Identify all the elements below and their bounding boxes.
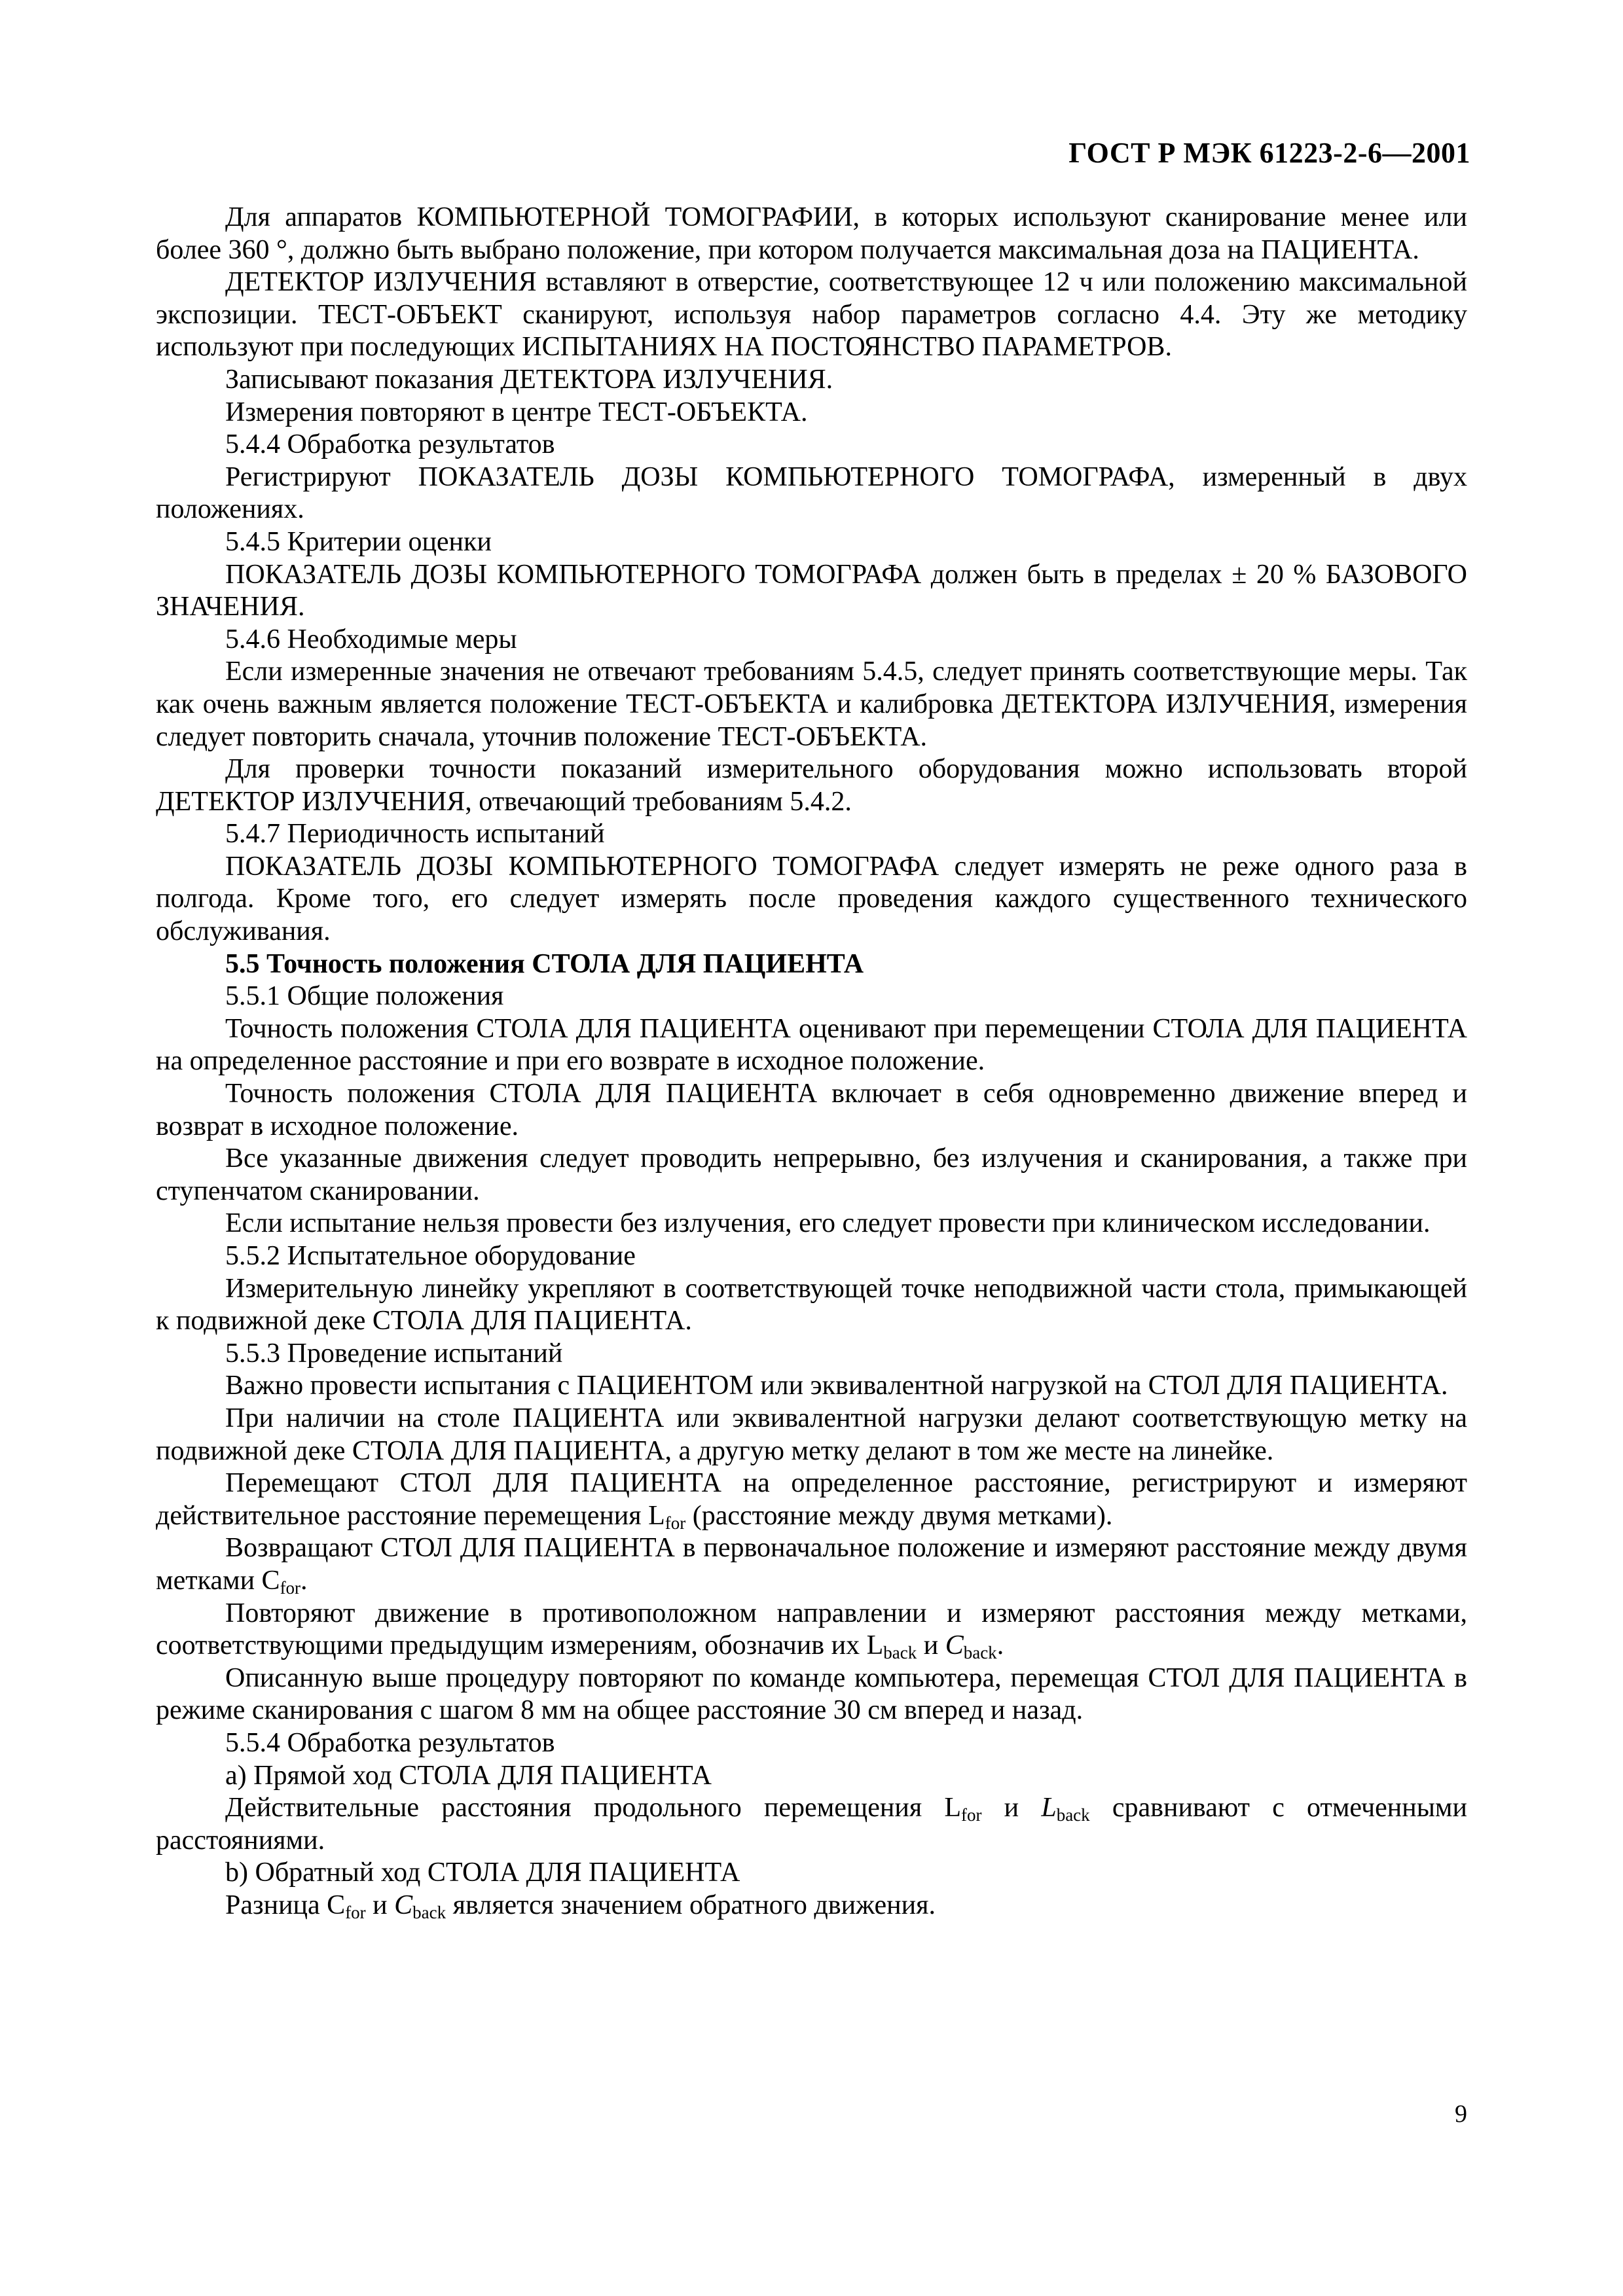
paragraph-text: и	[981, 1793, 1042, 1823]
paragraph-text: (расстояние между двумя метками).	[685, 1500, 1113, 1531]
paragraph-text: и	[917, 1630, 945, 1661]
formula-subscript: for	[961, 1805, 982, 1825]
document-body	[156, 202, 1467, 1922]
paragraph: Измерительную линейку укрепляют в соответствующей точке неподвижной части стола, примыкающей к подвижной деке СТОЛА ДЛЯ ПАЦИЕНТА.	[156, 1273, 1467, 1336]
list-item: a) Прямой ход СТОЛА ДЛЯ ПАЦИЕНТА	[225, 1760, 712, 1791]
paragraph: Регистрируют ПОКАЗАТЕЛЬ ДОЗЫ КОМПЬЮТЕРНОГО ТОМОГРАФА, измеренный в двух положениях.	[156, 461, 1467, 525]
formula-subscript: for	[345, 1902, 366, 1922]
section-heading: 5.5.1 Общие положения	[225, 981, 504, 1012]
paragraph-text: .	[301, 1565, 308, 1596]
paragraph: Для аппаратов КОМПЬЮТЕРНОЙ ТОМОГРАФИИ, в которых используют сканирование менее или более 360 °, должно быть выбрано положение, при котором получается максимальная доза на ПАЦИЕНТА.	[156, 202, 1467, 265]
section-heading: 5.5.3 Проведение испытаний	[225, 1338, 563, 1369]
section-heading: 5.5.2 Испытательное оборудование	[225, 1241, 636, 1271]
paragraph: Измерения повторяют в центре ТЕСТ-ОБЪЕКТА.	[225, 397, 808, 427]
list-item: b) Обратный ход СТОЛА ДЛЯ ПАЦИЕНТА	[225, 1857, 740, 1888]
paragraph-text: Разница C	[225, 1890, 346, 1920]
paragraph-with-formula	[156, 1467, 1467, 1532]
paragraph: Точность положения СТОЛА ДЛЯ ПАЦИЕНТА оценивают при перемещении СТОЛА ДЛЯ ПАЦИЕНТА на определенное расстояние и при его возврате в исходное положение.	[156, 1013, 1467, 1077]
paragraph: Записывают показания ДЕТЕКТОРА ИЗЛУЧЕНИЯ.	[225, 364, 833, 395]
paragraph: ПОКАЗАТЕЛЬ ДОЗЫ КОМПЬЮТЕРНОГО ТОМОГРАФА должен быть в пределах ± 20 % БАЗОВОГО ЗНАЧЕНИЯ.	[156, 559, 1467, 622]
paragraph-text: является значением обратного движения.	[446, 1890, 936, 1920]
formula-subscript: back	[1056, 1805, 1090, 1825]
formula-variable	[665, 1501, 685, 1531]
paragraph-text: Возвращают СТОЛ ДЛЯ ПАЦИЕНТА в первоначальное положение и измеряют расстояние между двумя метками C	[156, 1533, 1467, 1596]
section-heading: 5.4.6 Необходимые меры	[225, 624, 517, 655]
formula-variable	[1041, 1793, 1089, 1823]
formula-subscript: back	[412, 1902, 447, 1922]
section-title: 5.5 Точность положения СТОЛА ДЛЯ ПАЦИЕНТА	[225, 948, 864, 979]
formula-variable	[394, 1890, 446, 1920]
paragraph: Для проверки точности показаний измерительного оборудования можно использовать второй ДЕТЕКТОР ИЗЛУЧЕНИЯ, отвечающий требованиям 5.4.2.	[156, 754, 1467, 817]
paragraph: Важно провести испытания с ПАЦИЕНТОМ или эквивалентной нагрузкой на СТОЛ ДЛЯ ПАЦИЕНТА.	[225, 1371, 1448, 1401]
paragraph: Если испытание нельзя провести без излучения, его следует провести при клиническом исследовании.	[225, 1208, 1431, 1239]
formula-subscript: back	[883, 1643, 917, 1663]
paragraph: Если измеренные значения не отвечают требованиям 5.4.5, следует принять соответствующие меры. Так как очень важным является положение ТЕСТ-ОБЪЕКТА и калибровка ДЕТЕКТОРА ИЗЛУЧЕНИЯ, измерения следует повторить сначала, уточнив положение ТЕСТ-ОБЪЕКТА.	[156, 656, 1467, 752]
formula-subscript: for	[280, 1577, 301, 1598]
section-heading: 5.5.4 Обработка результатов	[225, 1727, 555, 1758]
paragraph-text: и	[365, 1890, 395, 1920]
paragraph: Все указанные движения следует проводить непрерывно, без излучения и сканирования, а также при ступенчатом сканировании.	[156, 1143, 1467, 1206]
formula-variable	[280, 1566, 301, 1596]
paragraph: Точность положения СТОЛА ДЛЯ ПАЦИЕНТА включает в себя одновременно движение вперед и возврат в исходное положение.	[156, 1079, 1467, 1141]
paragraph-text: Повторяют движение в противоположном направлении и измеряют расстояния между метками, соответствующими предыдущим измерениям, обозначив их L	[156, 1598, 1467, 1661]
document-header: ГОСТ Р МЭК 61223-2-6—2001	[1068, 137, 1470, 169]
formula-variable	[883, 1630, 917, 1663]
paragraph: Описанную выше процедуру повторяют по команде компьютера, перемещая СТОЛ ДЛЯ ПАЦИЕНТА в режиме сканирования с шагом 8 мм на общее расстояние 30 см вперед и назад.	[156, 1662, 1467, 1726]
paragraph-with-formula	[156, 1532, 1467, 1597]
section-heading: 5.4.5 Критерии оценки	[225, 526, 492, 557]
formula-letter: C	[394, 1890, 413, 1920]
paragraph: При наличии на столе ПАЦИЕНТА или эквивалентной нагрузки делают соответствующую метку на подвижной деке СТОЛА ДЛЯ ПАЦИЕНТА, а другую метку делают в том же месте на линейке.	[156, 1403, 1467, 1466]
paragraph-text: Перемещают СТОЛ ДЛЯ ПАЦИЕНТА на определенное расстояние, регистрируют и измеряют действительное расстояние перемещения L	[156, 1468, 1467, 1531]
section-heading: 5.4.4 Обработка результатов	[225, 429, 555, 460]
paragraph-text: .	[996, 1630, 1004, 1661]
paragraph-text: Действительные расстояния продольного перемещения L	[225, 1793, 962, 1823]
section-heading: 5.4.7 Периодичность испытаний	[225, 819, 605, 850]
formula-variable	[945, 1630, 997, 1663]
paragraph-with-formula	[156, 1890, 1467, 1922]
paragraph-text: сравнивают с отмеченными расстояниями.	[156, 1793, 1467, 1856]
formula-subscript: for	[665, 1513, 686, 1533]
formula-letter: L	[1041, 1793, 1057, 1823]
paragraph: ПОКАЗАТЕЛЬ ДОЗЫ КОМПЬЮТЕРНОГО ТОМОГРАФА следует измерять не реже одного раза в полгода. Кроме того, его следует измерять после проведения каждого существенного технического обслуживания.	[156, 851, 1467, 947]
formula-variable	[961, 1793, 981, 1823]
formula-subscript: back	[963, 1643, 997, 1663]
paragraph-with-formula	[156, 1792, 1467, 1857]
page-number: 9	[1455, 2100, 1467, 2128]
formula-variable	[345, 1890, 365, 1920]
paragraph-with-formula	[156, 1598, 1467, 1662]
formula-letter: C	[945, 1630, 964, 1661]
paragraph: ДЕТЕКТОР ИЗЛУЧЕНИЯ вставляют в отверстие, соответствующее 12 ч или положению максимальной экспозиции. ТЕСТ-ОБЪЕКТ сканируют, используя набор параметров согласно 4.4. Эту же методику используют при последующих ИСПЫТАНИЯХ НА ПОСТОЯНСТВО ПАРАМЕТРОВ.	[156, 267, 1467, 363]
